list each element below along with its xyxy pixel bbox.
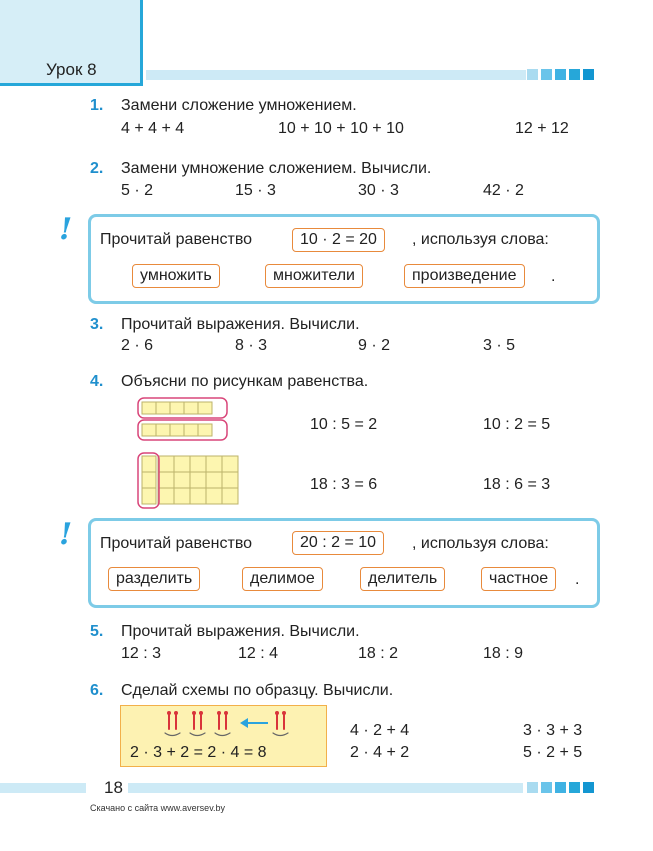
exclamation-icon: ! (59, 517, 73, 552)
expression: 15 · 3 (235, 182, 276, 199)
expression: 4 + 4 + 4 (121, 120, 185, 137)
expression: 3 · 5 (483, 337, 516, 354)
term-box: делимое (242, 567, 323, 591)
expression: 18 : 9 (483, 645, 524, 662)
expression: 8 · 3 (235, 337, 268, 354)
grid-18-cells (138, 453, 238, 508)
equation-box: 10 · 2 = 20 (292, 228, 385, 252)
header-square (569, 69, 580, 80)
grouping-pictures (136, 396, 246, 512)
page-number: 18 (104, 778, 123, 797)
footer-square (583, 782, 594, 793)
task-number: 4. (90, 373, 104, 390)
header-square (527, 69, 538, 80)
footer-rule (0, 783, 86, 793)
term-box: частное (481, 567, 556, 591)
expression: 3 · 3 + 3 (523, 722, 583, 739)
task-number: 2. (90, 160, 104, 177)
expression: 2 · 6 (121, 337, 154, 354)
footer-square (541, 782, 552, 793)
note-suffix: , используя слова: (412, 231, 549, 248)
task-text: Замени умножение сложением. Вычисли. (121, 160, 432, 177)
task-number: 3. (90, 316, 104, 333)
task-text: Объясни по рисункам равенства. (121, 373, 369, 390)
expression: 5 · 2 + 5 (523, 744, 583, 761)
task-text: Прочитай выражения. Вычисли. (121, 623, 360, 640)
term-box: умножить (132, 264, 220, 288)
task-number: 6. (90, 682, 104, 699)
task-text: Замени сложение умножением. (121, 97, 357, 114)
expression: 12 : 4 (238, 645, 279, 662)
footer-rule (128, 783, 523, 793)
expression: 9 · 2 (358, 337, 391, 354)
arrow-left-icon (240, 718, 268, 728)
equation: 10 : 2 = 5 (483, 416, 551, 433)
expression: 30 · 3 (358, 182, 399, 199)
expression: 4 · 2 + 4 (350, 722, 410, 739)
expression: 18 : 2 (358, 645, 399, 662)
header-square (541, 69, 552, 80)
note-prefix: Прочитай равенство (100, 535, 253, 552)
header-square (555, 69, 566, 80)
footer-square (527, 782, 538, 793)
note-suffix: , используя слова: (412, 535, 549, 552)
exclamation-icon: ! (59, 212, 73, 247)
footer-square (569, 782, 580, 793)
grid-10-cells (138, 398, 227, 440)
source-link[interactable]: Скачано с сайта www.aversev.by (90, 803, 226, 813)
header-square (583, 69, 594, 80)
term-box: делитель (360, 567, 445, 591)
term-box: произведение (404, 264, 525, 288)
expression: 5 · 2 (121, 182, 154, 199)
expression: 12 : 3 (121, 645, 162, 662)
note-prefix: Прочитай равенство (100, 231, 253, 248)
task-text: Прочитай выражения. Вычисли. (121, 316, 360, 333)
expression: 10 + 10 + 10 + 10 (278, 120, 404, 137)
note-end: . (551, 268, 556, 285)
task-number: 5. (90, 623, 104, 640)
equation: 18 : 6 = 3 (483, 476, 551, 493)
expression: 2 · 4 + 2 (350, 744, 410, 761)
expression: 42 · 2 (483, 182, 524, 199)
term-box: разделить (108, 567, 200, 591)
footer-square (555, 782, 566, 793)
equation: 10 : 5 = 2 (310, 416, 378, 433)
note-end: . (575, 571, 580, 588)
equation-box: 20 : 2 = 10 (292, 531, 384, 555)
term-box: множители (265, 264, 363, 288)
sample-equation: 2 · 3 + 2 = 2 · 4 = 8 (130, 744, 267, 761)
task-number: 1. (90, 97, 104, 114)
equation: 18 : 3 = 6 (310, 476, 378, 493)
header-rule (146, 70, 526, 80)
scheme-icon (160, 709, 300, 739)
task-text: Сделай схемы по образцу. Вычисли. (121, 682, 394, 699)
expression: 12 + 12 (515, 120, 569, 137)
lesson-title: Урок 8 (46, 60, 97, 79)
